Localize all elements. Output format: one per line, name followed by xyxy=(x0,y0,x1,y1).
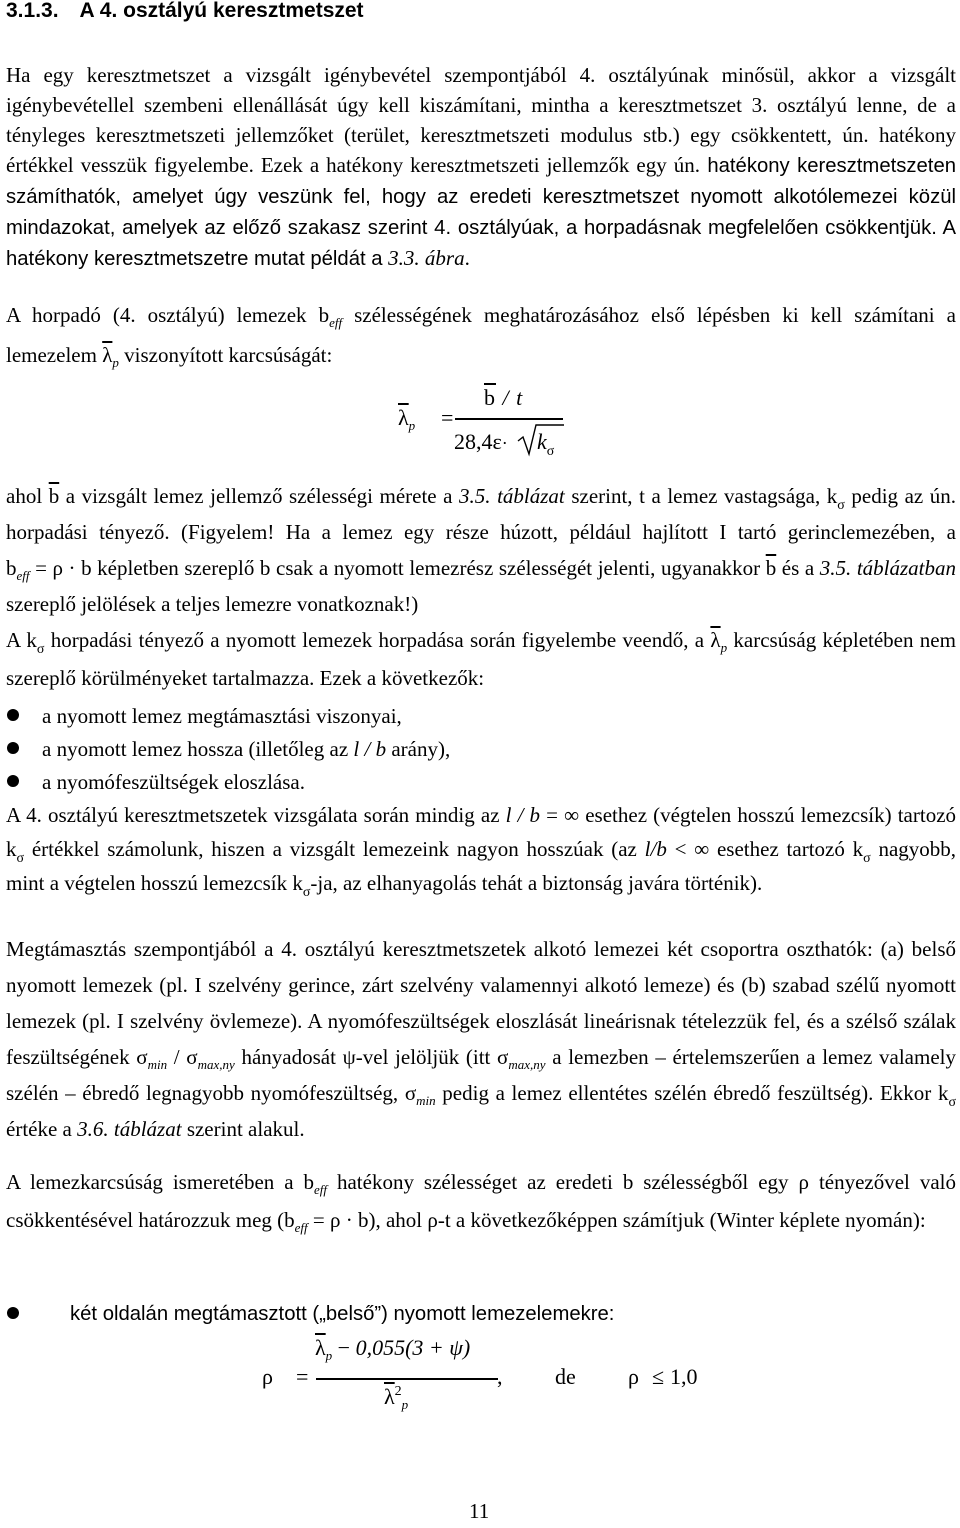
paragraph-reduction-factor xyxy=(6,1163,956,1239)
paragraph-infinite-strip xyxy=(6,798,956,900)
table-ref-2: 3.5. táblázatban xyxy=(819,556,956,580)
para2-text-b: szélességének meghatározásához első lépésben ki kell számítani a lemezelem xyxy=(6,303,956,367)
symbol-k-sigma-4: $k_\sigma$ xyxy=(852,837,871,866)
para3-text-b: a vizsgált lemez jellemző szélességi mérete a xyxy=(59,484,460,508)
bullet-icon xyxy=(7,742,19,754)
para6-text-g: szerint alakul. xyxy=(181,1117,305,1141)
paragraph-stress-distribution xyxy=(6,931,956,1147)
bullet-text: a nyomófeszültségek eloszlása. xyxy=(42,770,305,794)
list-item xyxy=(6,1299,946,1332)
symbol-k-sigma: $k_\sigma$ xyxy=(826,484,845,513)
para4-text-b: horpadási tényező a nyomott lemezek horpadása során figyelembe veendő, a xyxy=(44,628,711,652)
para2-text-a: A horpadó (4. osztályú) lemezek xyxy=(6,303,319,327)
formula2-one: 1,0 xyxy=(670,1364,698,1389)
symbol-k-sigma-2: $k_\sigma$ xyxy=(26,628,45,657)
symbol-b-eff-2: $b_{eff}$ xyxy=(303,1170,328,1197)
symbol-k-sigma-5: $k_\sigma$ xyxy=(292,871,311,900)
para4-text-a: A xyxy=(6,628,27,652)
bullet-text: a nyomott lemez hossza (illetőleg az l / b arány), xyxy=(42,737,451,761)
table-ref-3: 3.6. táblázat xyxy=(77,1117,182,1141)
bullet-text: a nyomott lemez megtámasztási viszonyai, xyxy=(42,704,402,728)
formula2-rho: ρ xyxy=(262,1364,273,1389)
para1-text-b: hatékony keresztmetszeten számíthatók, amelyet úgy veszünk fel, hogy az eredeti keresztmetszet nyomott alkotólemezei közül mindazokat, amelyek az előző szakasz szerint 4. osztályúak, a horpadásnak megfelelően csökkentjük. A hatékony keresztmetszetre mutat példát a xyxy=(6,155,956,270)
para6-text-a: Megtámasztás szempontjából a 4. osztályú keresztmetszetek alkotó lemezei két csoportra oszthatók: (a) belső nyomott lemezek (pl. I szelvény gerince, zárt szelvény valamennyi alkotó lemeze) és (b) szabad szélű nyomott lemezek (pl. I szelvény övlemeze). A nyomófeszültségek eloszlását lineárisnak tételezzük fel, és a szélső szálak feszültségének xyxy=(6,937,956,1069)
formula-beff-rho-b: $b_{eff} = \rho \cdot b$ xyxy=(6,556,92,583)
list-item xyxy=(6,701,946,734)
paragraph-notes xyxy=(6,478,956,622)
formula-sigma-ratio: $\sigma_{min} / \sigma_{max,ny}$ xyxy=(136,1045,235,1072)
paragraph-buckling-factor xyxy=(6,621,956,697)
bullet-icon xyxy=(7,1307,19,1319)
bullet-list-internal xyxy=(6,1299,946,1332)
formula2-comma: , xyxy=(497,1364,503,1389)
para7-text-c: tényezővel való csökkentésével határozzuk meg ( xyxy=(6,1170,957,1232)
para5-text-c: értékkel számolunk, hiszen a vizsgált lemezeink nagyon hosszúak (az xyxy=(24,837,645,861)
bullet-icon xyxy=(7,709,19,721)
bullet-icon xyxy=(7,775,19,787)
para5-text-a: A 4. osztályú keresztmetszetek vizsgálata során mindig az xyxy=(6,803,506,827)
formula2-fraction-line xyxy=(316,1378,498,1380)
formula-beff-rho-b-2: $b_{eff} = \rho \cdot b$ xyxy=(284,1208,369,1235)
formula-l-b-lt-inf: l/b < ∞ xyxy=(644,837,710,861)
formula1-eq: = xyxy=(441,405,454,430)
formula2-eq: = xyxy=(296,1364,309,1389)
formula2-numerator: $\overline{\lambda}_p - 0,055(3 + \psi)$ xyxy=(315,1335,471,1363)
section-heading: 3.1.3. A 4. osztályú keresztmetszet xyxy=(6,0,364,22)
symbol-lambda-p-2: $\overline{\lambda}_p$ xyxy=(710,628,728,655)
paragraph-slenderness xyxy=(6,295,956,375)
symbol-lambda-p: $\overline{\lambda}_p$ xyxy=(102,343,119,370)
para3-text-c: szerint, t a lemez vastagsága, xyxy=(564,484,827,508)
symbol-b-eff: $b_{eff}$ xyxy=(318,303,343,330)
para1-end: . xyxy=(464,246,470,270)
para5-text-e: nagyobb, mint a végtelen hosszú lemezcsík xyxy=(6,837,957,895)
symbol-psi: ψ xyxy=(342,1045,356,1069)
formula1-k-sigma: $k_\sigma$ xyxy=(537,429,555,459)
para2-text-c: viszonyított karcsúságát: xyxy=(118,343,333,367)
para7-text-a: A lemezkarcsúság ismeretében a xyxy=(6,1170,304,1194)
para7-text-d: ), ahol xyxy=(368,1208,428,1232)
para6-text-d: a lemezben – értelemszerűen a lemez valamely szélén – ébredő legnagyobb nyomófeszültség, xyxy=(6,1045,956,1105)
formula2-rho-2: ρ xyxy=(628,1364,639,1389)
table-ref: 3.5. táblázat xyxy=(459,484,565,508)
bullet-list-conditions xyxy=(6,701,946,800)
formula2-denominator: $\overline{\lambda}^2_p$ xyxy=(384,1384,409,1412)
para5-text-b: esethez (végtelen hosszú lemezcsík) tartozó xyxy=(579,803,957,827)
symbol-b-bar: $\overline{b}$ xyxy=(48,484,60,508)
paragraph-intro xyxy=(6,60,956,274)
para1-text-a: Ha egy keresztmetszet a vizsgált igénybevétel szempontjából 4. osztályúnak minősül, akkor a vizsgált igénybevétellel szembeni ellenállását úgy kell kiszámítani, mintha a keresztmetszet 3. osztályú lenne, de a tényleges keresztmetszeti jellemzőket (terület, keresztmetszeti modulus stb.) egy csökkentett, ún. hatékony értékkel vesszük figyelembe. Ezek a hatékony keresztmetszeti jellemzők egy ún. xyxy=(6,63,956,177)
symbol-sigma-max: $\sigma_{max,ny}$ xyxy=(497,1045,546,1072)
formula2-de: de xyxy=(555,1364,576,1389)
symbol-k-sigma-6: $k_\sigma$ xyxy=(937,1081,956,1110)
para3-text-d: pedig az ún. horpadási tényező. (Figyelem! Ha a lemez egy része húzott, például hajlított I tartó gerinclemezében, a xyxy=(6,484,957,544)
formula1-lhs: $\overline{\lambda}_p$ xyxy=(398,405,416,433)
formula1-fraction-line xyxy=(455,418,563,420)
para6-text-f: értéke a xyxy=(6,1117,78,1141)
symbol-rho: ρ xyxy=(798,1170,809,1194)
para6-text-b: hányadosát xyxy=(234,1045,343,1069)
para3-text-f: csak a nyomott lemezrész szélességét jelenti, ugyanakkor xyxy=(270,556,766,580)
formula-l-b-inf: l / b = ∞ xyxy=(505,803,580,827)
para7-text-e: -t a következőképpen számítjuk (Winter képlete nyomán): xyxy=(437,1208,926,1232)
para5-text-f: -ja, az elhanyagolás tehát a biztonság javára történik). xyxy=(310,871,763,895)
para3-text-a: ahol xyxy=(6,484,49,508)
formula2-leq: ≤ xyxy=(652,1364,665,1389)
symbol-b-bar-2: $\overline{b}$ xyxy=(765,556,777,580)
para6-text-e: pedig a lemez ellentétes szélén ébredő feszültség). Ekkor xyxy=(435,1081,938,1105)
symbol-k-sigma-3: $k_\sigma$ xyxy=(6,837,25,866)
para6-text-c: -vel jelöljük (itt xyxy=(355,1045,498,1069)
para3-text-e: képletben szereplő xyxy=(91,556,260,580)
list-item xyxy=(6,767,946,800)
para4-text-c: karcsúság képletében nem szereplő körülményeket tartalmazza. Ezek a következők: xyxy=(6,628,956,690)
figure-ref: 3.3. ábra xyxy=(388,246,465,270)
para3-text-h: szereplő jelölések a teljes lemezre vonatkoznak!) xyxy=(6,592,419,616)
formula1-numerator: $\overline{b}$ / t xyxy=(484,385,524,410)
para5-text-d: esethez tartozó xyxy=(709,837,853,861)
para7-text-b: hatékony szélességet az eredeti b szélességből egy xyxy=(327,1170,799,1194)
formula1-denominator: 28,4ε· xyxy=(454,429,508,454)
symbol-sigma-min: $\sigma_{min}$ xyxy=(404,1081,436,1108)
symbol-rho-2: ρ xyxy=(427,1208,438,1232)
page-number: 11 xyxy=(469,1499,490,1523)
symbol-b: b xyxy=(259,556,271,580)
list-item xyxy=(6,734,946,767)
bullet-text: két oldalán megtámasztott („belső”) nyomott lemezelemekre: xyxy=(70,1303,615,1325)
para3-text-g: és a xyxy=(776,556,820,580)
